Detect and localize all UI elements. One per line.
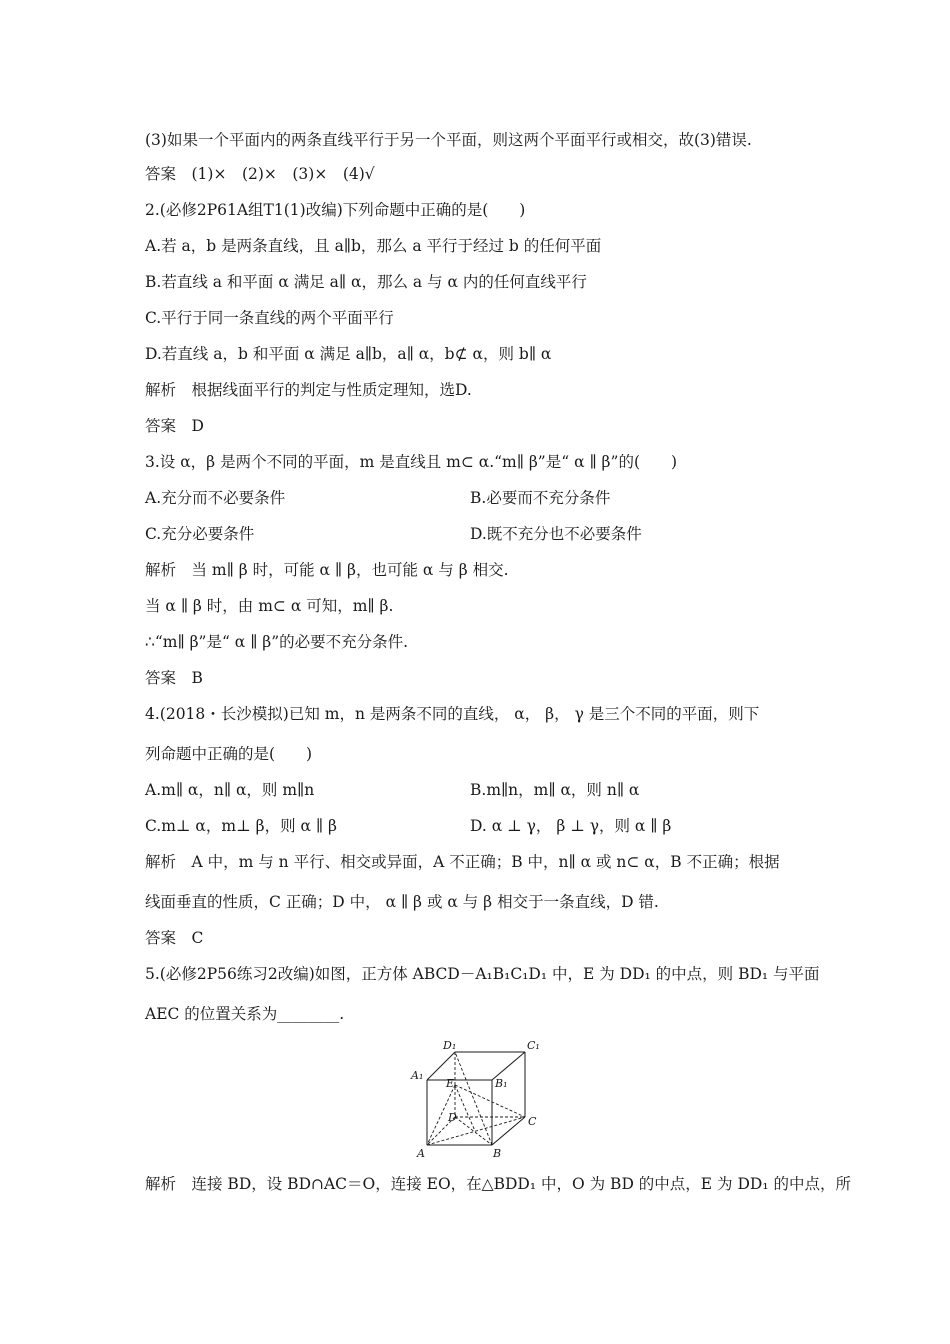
option-b: B.m∥n，m∥ α，则 n∥ α	[470, 781, 640, 799]
question-3: 3.设 α，β 是两个不同的平面，m 是直线且 m⊂ α.“m∥ β”是“ α ∥ β”的( )	[145, 453, 678, 471]
label-d1: D₁	[443, 1039, 457, 1052]
option-b: B.若直线 a 和平面 α 满足 a∥ α，那么 a 与 α 内的任何直线平行	[145, 273, 587, 291]
label-d: D	[448, 1111, 457, 1124]
option-d: D. α ⊥ γ， β ⊥ γ，则 α ∥ β	[470, 817, 672, 835]
label-c1: C₁	[527, 1039, 540, 1052]
option-a: A.充分而不必要条件	[145, 489, 286, 507]
option-c: C.充分必要条件	[145, 525, 255, 543]
analysis-line: 解析 当 m∥ β 时，可能 α ∥ β，也可能 α 与 β 相交.	[145, 561, 509, 579]
answer-line: 答案 C	[145, 929, 204, 947]
option-a: A.若 a，b 是两条直线，且 a∥b，那么 a 平行于经过 b 的任何平面	[145, 237, 602, 255]
diagonal-ac	[427, 1117, 525, 1145]
text-line: 线面垂直的性质，C 正确；D 中， α ∥ β 或 α 与 β 相交于一条直线，D 错.	[145, 893, 659, 911]
answer-line: 答案 D	[145, 417, 204, 435]
label-b1: B₁	[495, 1077, 508, 1090]
text-line: (3)如果一个平面内的两条直线平行于另一个平面，则这两个平面平行或相交，故(3)错误.	[145, 131, 752, 149]
option-d: D.若直线 a，b 和平面 α 满足 a∥b，a∥ α，b⊄ α，则 b∥ α	[145, 345, 552, 363]
segment-ec	[455, 1085, 525, 1117]
analysis-line: 解析 连接 BD，设 BD∩AC＝O，连接 EO，在△BDD₁ 中，O 为 BD 的中点，E 为 DD₁ 的中点，所	[145, 1175, 851, 1193]
answer-line: 答案 B	[145, 669, 203, 687]
label-a: A	[417, 1147, 425, 1160]
question-5: 5.(必修2P56练习2改编)如图，正方体 ABCD－A₁B₁C₁D₁ 中，E 为 DD₁ 的中点，则 BD₁ 与平面	[145, 965, 820, 983]
question-4: 4.(2018・长沙模拟)已知 m，n 是两条不同的直线， α， β， γ 是三个不同的平面，则下	[145, 705, 760, 723]
text-line: AEC 的位置关系为________.	[145, 1005, 345, 1023]
option-c: C.平行于同一条直线的两个平面平行	[145, 309, 394, 327]
edge	[427, 1052, 455, 1080]
label-e: E	[446, 1077, 455, 1090]
option-b: B.必要而不充分条件	[470, 489, 611, 507]
label-a1: A₁	[411, 1069, 424, 1082]
edge	[492, 1117, 525, 1145]
cube-figure	[405, 1035, 555, 1165]
analysis-line: 解析 根据线面平行的判定与性质定理知，选D.	[145, 381, 472, 399]
label-c: C	[528, 1115, 537, 1128]
option-d: D.既不充分也不必要条件	[470, 525, 642, 543]
label-b: B	[493, 1147, 502, 1160]
question-2: 2.(必修2P61A组T1(1)改编)下列命题中正确的是( )	[145, 201, 526, 219]
text-line: ∴“m∥ β”是“ α ∥ β”的必要不充分条件.	[145, 633, 409, 651]
text-line: 当 α ∥ β 时，由 m⊂ α 可知，m∥ β.	[145, 597, 394, 615]
text-line: 列命题中正确的是( )	[145, 745, 313, 763]
edge	[492, 1052, 525, 1080]
diagonal-bd1	[455, 1052, 492, 1145]
option-a: A.m∥ α，n∥ α，则 m∥n	[145, 781, 315, 799]
analysis-line: 解析 A 中，m 与 n 平行、相交或异面，A 不正确；B 中，n∥ α 或 n⊂ α，B 不正确；根据	[145, 853, 780, 871]
option-c: C.m⊥ α，m⊥ β，则 α ∥ β	[145, 817, 337, 835]
answer-line: 答案 (1)× (2)× (3)× (4)√	[145, 165, 375, 183]
